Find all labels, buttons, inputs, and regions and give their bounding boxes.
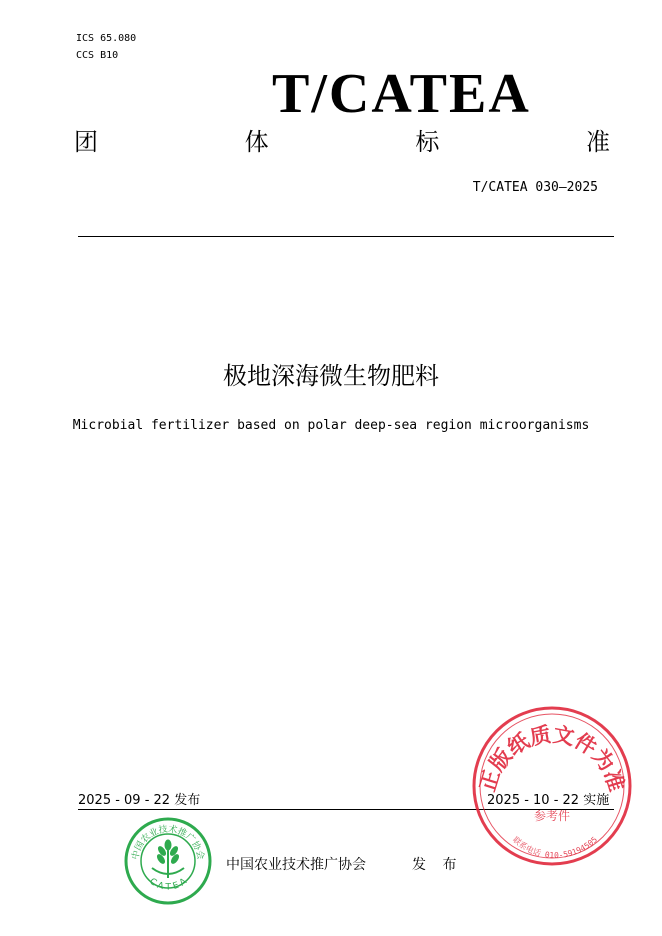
- header-divider: [78, 236, 614, 237]
- standard-type-char: 团: [74, 128, 98, 156]
- reference-stamp: [470, 704, 634, 868]
- standard-type-char: 体: [244, 128, 269, 156]
- svg-text:C A T E A: [147, 876, 189, 892]
- association-emblem: [122, 816, 214, 906]
- publish-label: 发 布: [412, 857, 463, 873]
- effective-date: 2025 - 10 - 22 实施: [487, 793, 610, 808]
- document-title-en: Microbial fertilizer based on polar deep-sea region microorganisms: [72, 418, 590, 433]
- standard-number: T/CATEA 030—2025: [472, 180, 598, 195]
- emblem-ring-text: 中国农业技术推广协会: [130, 824, 206, 861]
- document-title-cn: 极地深海微生物肥料: [223, 362, 439, 390]
- stamp-center-text: 参考件: [533, 809, 571, 823]
- org-code-heading: T/CATEA: [272, 63, 531, 125]
- publish-date: 2025 - 09 - 22 发布: [78, 793, 201, 808]
- standard-type: [74, 126, 610, 158]
- standard-type-char: 准: [585, 128, 610, 156]
- standard-type-char: 标: [415, 128, 440, 156]
- wheat-icon: [152, 840, 184, 878]
- emblem-letters: C A T E A: [147, 876, 189, 893]
- svg-text:正版纸质文件为准: [475, 722, 628, 794]
- stamp-phone: 联系电话 010-59194505: [510, 835, 600, 861]
- ccs-code: CCS B10: [76, 50, 119, 61]
- stamp-inner-ring: [480, 714, 624, 861]
- publisher-name: 中国农业技术推广协会: [226, 857, 366, 873]
- ics-code: ICS 65.080: [76, 33, 137, 44]
- stamp-ring-text: 正版纸质文件为准: [475, 722, 629, 795]
